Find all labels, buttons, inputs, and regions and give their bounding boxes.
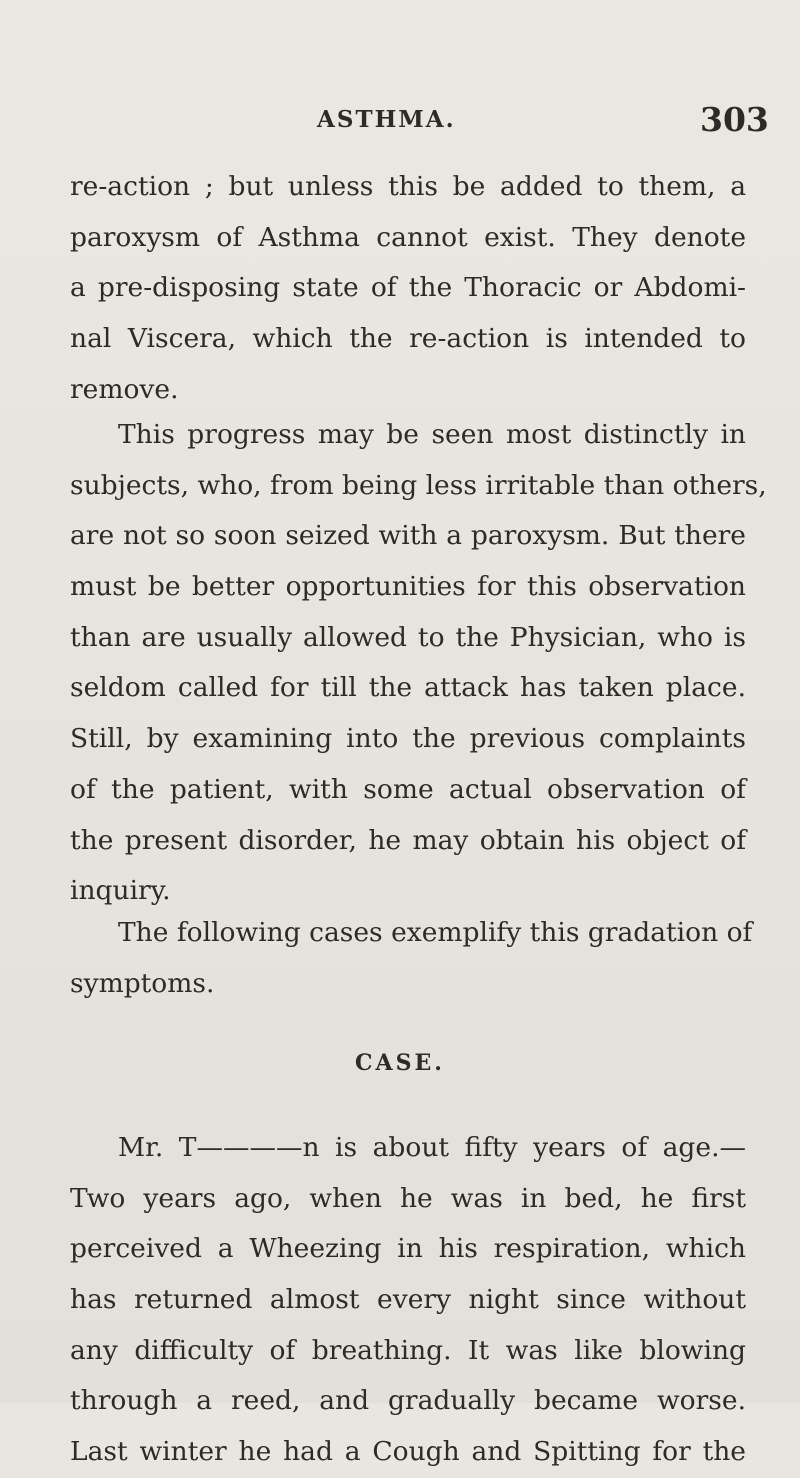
paragraph-1 [70,162,746,415]
running-head [0,100,800,140]
text-line: The following cases exemplify this gradation of [118,917,753,948]
text-line: must be better opportunities for this observation [70,571,746,603]
text-line: Two years ago, when he was in bed, he first [70,1182,746,1214]
text-line: Still, by examining into the previous complaints [70,723,746,755]
text-line: any difficulty of breathing. It was like blowing [70,1334,746,1366]
text-line: has returned almost every night since without [70,1284,746,1316]
page-number: 303 [700,100,769,139]
text-line: nal Viscera, which the re-action is intended to [70,323,746,355]
text-line: paroxysm of Asthma cannot exist. They denote [70,221,746,253]
paragraph-3 [70,908,753,1009]
running-title: ASTHMA. [317,106,456,133]
text-line: symptoms. [70,967,215,999]
text-line: are not so soon seized with a paroxysm. But there [70,520,746,552]
paragraph-4 [70,1123,746,1478]
text-line: subjects, who, from being less irritable than others, [70,469,767,501]
text-line: Last winter he had a Cough and Spitting for the [70,1436,746,1468]
text-line: re-action ; but unless this be added to them, a [70,171,746,202]
text-line: through a reed, and gradually became worse. [70,1385,746,1417]
text-line: the present disorder, he may obtain his object of [70,824,746,856]
text-line: than are usually allowed to the Physician, who is [70,621,746,653]
text-line: of the patient, with some actual observation of [70,773,746,805]
text-line: perceived a Wheezing in his respiration, which [70,1233,746,1265]
paragraph-2 [70,410,767,917]
text-line: inquiry. [70,875,171,907]
text-line: remove. [70,373,179,405]
text-line: Mr. T————n is about fifty years of age.— [118,1132,746,1163]
text-line: a pre-disposing state of the Thoracic or Abdomi- [70,272,746,304]
text-line: This progress may be seen most distinctly in [118,419,746,450]
case-heading: CASE. [355,1050,445,1076]
text-line: seldom called for till the attack has taken place. [70,672,746,704]
